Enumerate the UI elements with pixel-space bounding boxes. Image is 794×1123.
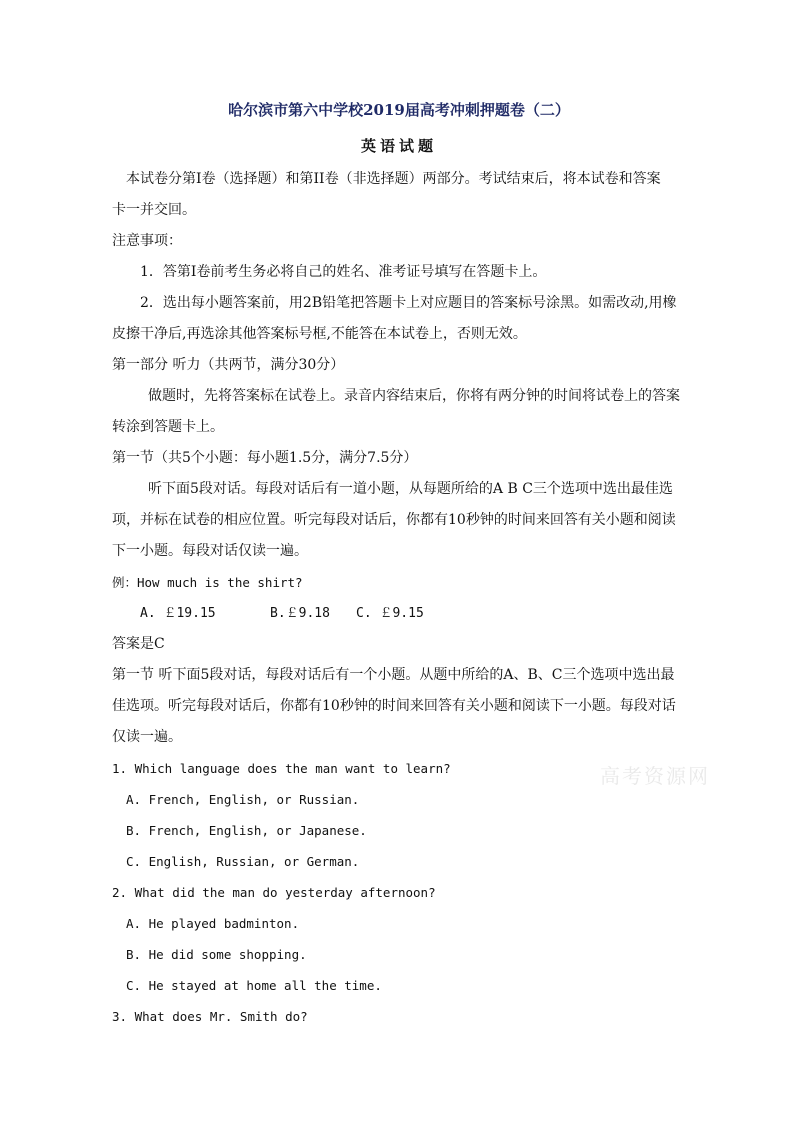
question-3-stem: 3. What does Mr. Smith do?: [112, 1009, 308, 1024]
question-1-option-a: A. French, English, or Russian.: [126, 792, 360, 807]
question-1-option-b: B. French, English, or Japanese.: [126, 823, 367, 838]
part1-instruction-line-2: 转涂到答题卡上。: [112, 419, 224, 435]
example-option-a: A. ￡19.15: [140, 606, 216, 621]
exam-title: 哈尔滨市第六中学校2019届高考冲刺押题卷（二）: [228, 101, 570, 119]
question-1-option-c: C. English, Russian, or German.: [126, 854, 360, 869]
example-answer: 答案是C: [112, 636, 165, 652]
question-1-stem: 1. Which language does the man want to learn?: [112, 761, 451, 776]
notice-item-2-line-1: 2．选出每小题答案前，用2B铅笔把答题卡上对应题目的答案标号涂黑。如需改动,用橡: [140, 295, 677, 311]
intro-line-1: 本试卷分第Ⅰ卷（选择题）和第II卷（非选择题）两部分。考试结束后，将本试卷和答案: [126, 171, 661, 187]
question-2-option-c: C. He stayed at home all the time.: [126, 978, 382, 993]
question-2-option-a: A. He played badminton.: [126, 916, 300, 931]
section1-heading: 第一节（共5个小题：每小题1.5分，满分7.5分）: [112, 450, 418, 466]
section1-instruction-line-2: 项，并标在试卷的相应位置。听完每段对话后，你都有10秒钟的时间来回答有关小题和阅读: [112, 512, 676, 528]
example-option-b: B.￡9.18: [270, 606, 330, 621]
watermark: 高考资源网: [600, 764, 710, 788]
section1b-line-3: 仅读一遍。: [112, 729, 182, 745]
notice-item-2-line-2: 皮擦干净后,再选涂其他答案标号框,不能答在本试卷上，否则无效。: [112, 326, 527, 342]
exam-page: [112, 100, 686, 1032]
example-question: 例：How much is the shirt?: [112, 575, 303, 590]
section1b-line-1: 第一节 听下面5段对话，每段对话后有一个小题。从题中所给的A、B、C三个选项中选出最: [112, 667, 675, 683]
example-options: [112, 598, 686, 629]
part1-heading: 第一部分 听力（共两节，满分30分）: [112, 357, 345, 373]
section1-instruction-line-1: 听下面5段对话。每段对话后有一道小题，从每题所给的A B C三个选项中选出最佳选: [148, 481, 673, 497]
question-2-stem: 2. What did the man do yesterday afternoon?: [112, 885, 436, 900]
exam-subtitle: 英语试题: [360, 137, 437, 155]
notice-item-1: 1．答第Ⅰ卷前考生务必将自己的姓名、准考证号填写在答题卡上。: [140, 264, 547, 280]
section1-instruction-line-3: 下一小题。每段对话仅读一遍。: [112, 543, 308, 559]
section1b-line-2: 佳选项。听完每段对话后，你都有10秒钟的时间来回答有关小题和阅读下一小题。每段对话: [112, 698, 676, 714]
question-2-option-b: B. He did some shopping.: [126, 947, 307, 962]
example-option-c: C. ￡9.15: [356, 606, 424, 621]
intro-line-2: 卡一并交回。: [112, 202, 196, 218]
notice-heading: 注意事项：: [112, 233, 182, 249]
part1-instruction-line-1: 做题时，先将答案标在试卷上。录音内容结束后，你将有两分钟的时间将试卷上的答案: [148, 388, 680, 404]
